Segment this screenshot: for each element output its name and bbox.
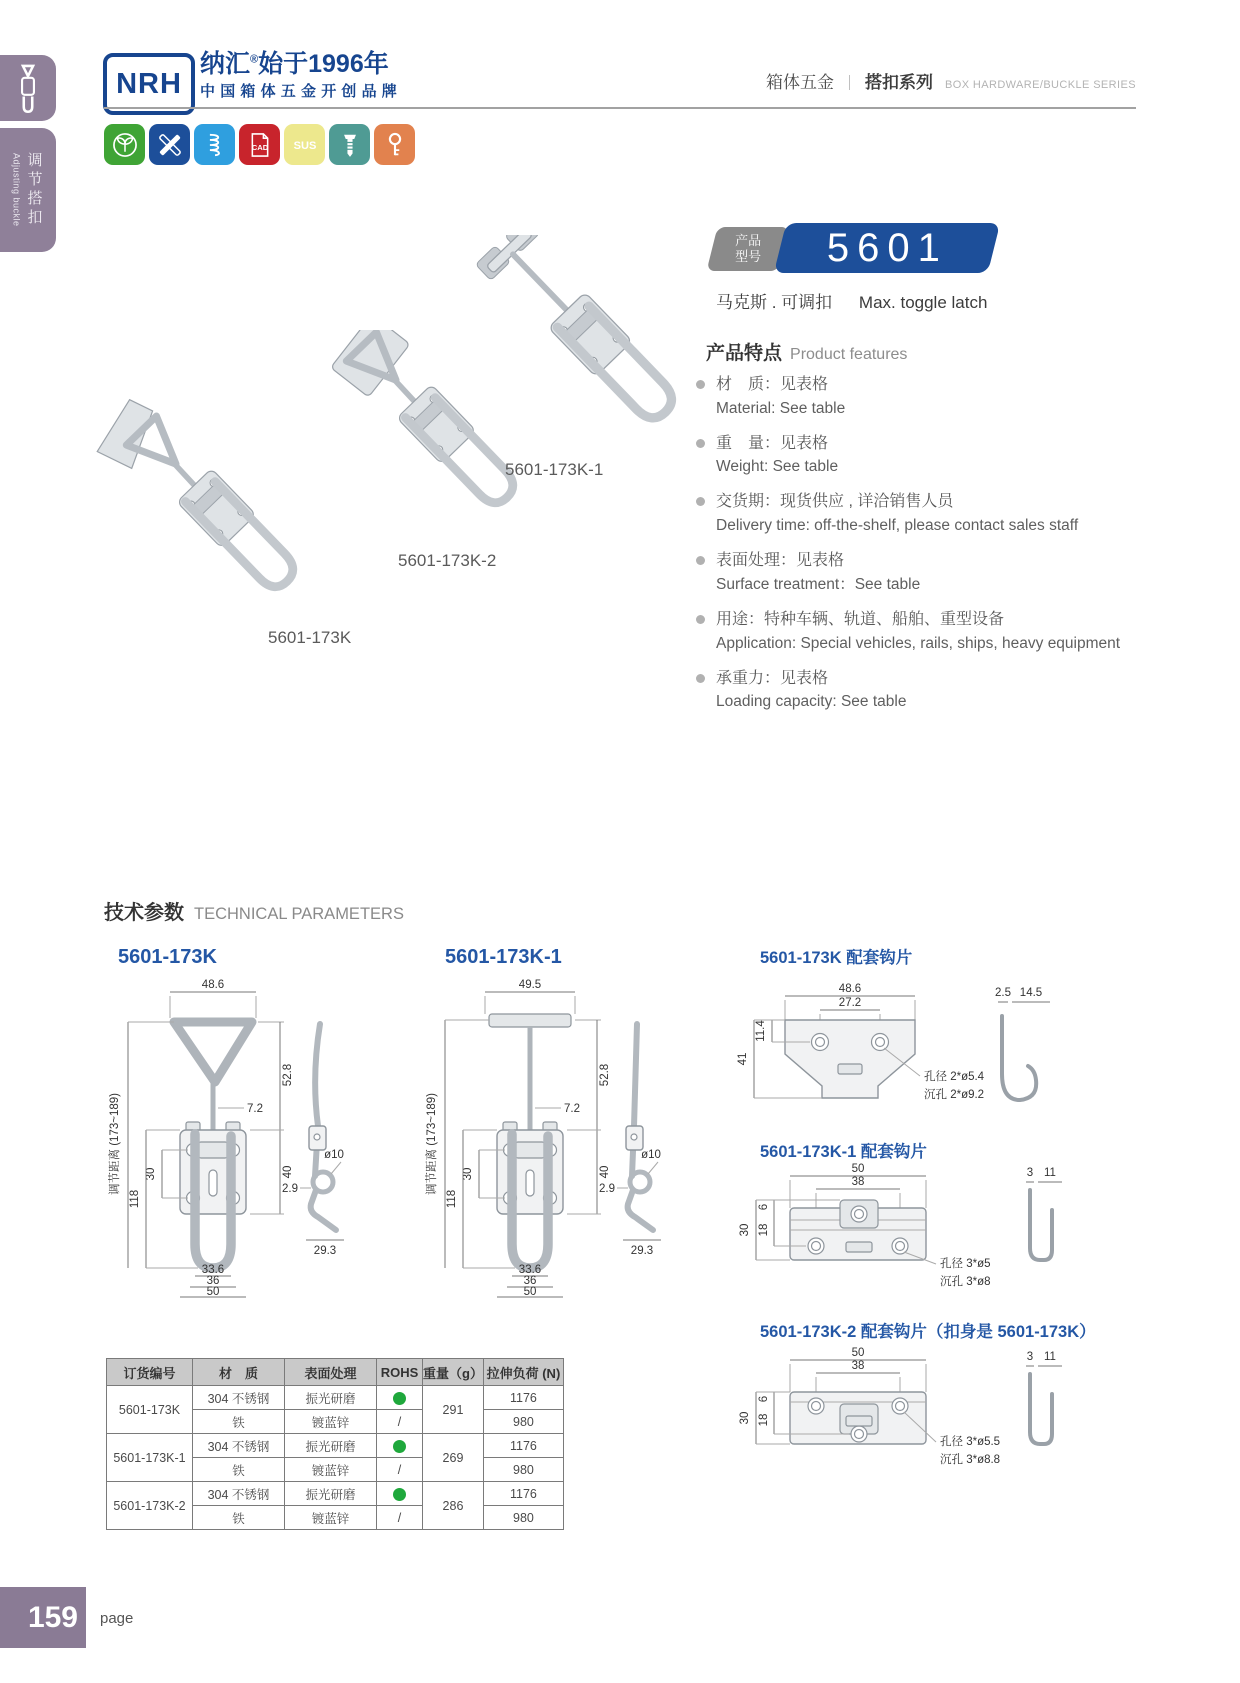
svg-text:36: 36 — [523, 1275, 537, 1287]
svg-text:27.2: 27.2 — [838, 997, 862, 1009]
svg-text:6: 6 — [758, 1203, 770, 1211]
rohs-pass-dot — [393, 1488, 406, 1501]
drawing-5601-173K-1 — [365, 976, 665, 1298]
svg-text:38: 38 — [851, 1176, 865, 1188]
svg-text:29.3: 29.3 — [630, 1245, 654, 1257]
sidebar-label-cn: 调节搭扣 — [25, 152, 43, 228]
svg-text:52.8: 52.8 — [599, 1063, 611, 1087]
table-row: 铁 镀蓝锌 / 980 — [107, 1506, 564, 1530]
page-number: 159 — [27, 1600, 78, 1634]
feature-item: 表面处理：见表格 Surface treatment：See table — [688, 550, 1140, 595]
svg-text:沉孔 3*ø8.8: 沉孔 3*ø8.8 — [940, 1454, 1001, 1466]
svg-text:30: 30 — [739, 1223, 751, 1237]
product-photo-5601-173K — [80, 398, 330, 648]
svg-text:6: 6 — [758, 1395, 770, 1403]
hook-title-173K-2: 5601-173K-2 配套钩片（扣身是 5601-173K） — [760, 1323, 1096, 1341]
feature-item: 重 量：见表格 Weight: See table — [688, 433, 1140, 478]
bullet-dot — [696, 615, 705, 624]
svg-text:30: 30 — [462, 1167, 474, 1181]
sidebar-category-tab — [0, 128, 56, 252]
svg-text:18: 18 — [758, 1413, 770, 1427]
feature-item: 交货期：现货供应 , 详洽销售人员 Delivery time: off-the-shelf, please contact sales staff — [688, 491, 1140, 536]
sus-icon — [284, 124, 325, 165]
drawing-hook-173K — [680, 982, 1110, 1132]
svg-text:孔径 3*ø5: 孔径 3*ø5 — [940, 1258, 991, 1270]
nrh-logo: NRH — [103, 53, 195, 115]
svg-text:33.6: 33.6 — [201, 1264, 225, 1276]
feature-item: 用途：特种车辆、轨道、船舶、重型设备 Application: Special vehicles, rails, ships, heavy equipment — [688, 609, 1140, 654]
feature-item: 承重力：见表格 Loading capacity: See table — [688, 668, 1140, 713]
col-surface: 表面处理 — [285, 1359, 377, 1386]
product-photo-5601-173K-2 — [300, 330, 550, 580]
svg-text:孔径 2*ø5.4: 孔径 2*ø5.4 — [924, 1071, 985, 1083]
bullet-dot — [696, 556, 705, 565]
rohs-icon — [104, 124, 145, 165]
drawing-hook-173K-1 — [678, 1162, 1108, 1297]
trademark-symbol: ® — [250, 53, 259, 66]
series-divider: ｜ — [842, 75, 858, 92]
svg-text:2.9: 2.9 — [282, 1183, 298, 1195]
svg-text:52.8: 52.8 — [282, 1063, 294, 1087]
table-row: 铁 镀蓝锌 / 980 — [107, 1458, 564, 1482]
svg-text:14.5: 14.5 — [1019, 987, 1043, 999]
svg-text:118: 118 — [129, 1189, 141, 1209]
svg-text:49.5: 49.5 — [518, 979, 542, 991]
photo-label-173K-1: 5601-173K-1 — [505, 460, 604, 479]
svg-text:调节距离 (173~189): 调节距离 (173~189) — [426, 1093, 438, 1195]
svg-text:50: 50 — [523, 1286, 537, 1298]
spec-table — [106, 1358, 564, 1530]
svg-text:40: 40 — [282, 1165, 294, 1179]
hook-title-173K-1: 5601-173K-1 配套钩片 — [760, 1143, 927, 1161]
svg-text:2.5: 2.5 — [995, 987, 1011, 999]
rohs-pass-dot — [393, 1440, 406, 1453]
bullet-dot — [696, 439, 705, 448]
brand-block — [200, 50, 402, 100]
page-label: page — [100, 1610, 134, 1627]
svg-text:3: 3 — [1026, 1167, 1034, 1179]
col-rohs: ROHS — [377, 1359, 423, 1386]
col-load: 拉伸负荷 (N) — [483, 1359, 563, 1386]
page-number-badge — [0, 1587, 86, 1648]
drawing-5601-173K — [48, 976, 348, 1298]
bullet-dot — [696, 674, 705, 683]
svg-text:33.6: 33.6 — [518, 1264, 542, 1276]
drawing-title-173K: 5601-173K — [118, 946, 217, 968]
brand-title: 纳汇®始于1996年 — [200, 50, 389, 78]
col-weight: 重量（g） — [423, 1359, 484, 1386]
svg-text:CAD: CAD — [251, 142, 268, 152]
bullet-dot — [696, 380, 705, 389]
svg-text:7.2: 7.2 — [247, 1103, 263, 1115]
svg-text:29.3: 29.3 — [313, 1245, 337, 1257]
bullet-dot — [696, 497, 705, 506]
sidebar-latch-tab — [0, 55, 56, 121]
model-number-banner — [774, 223, 1000, 273]
svg-text:沉孔 2*ø9.2: 沉孔 2*ø9.2 — [924, 1089, 985, 1101]
svg-text:38: 38 — [851, 1360, 865, 1372]
sidebar-label-en: Adjusting buckle — [11, 153, 22, 227]
drawing-title-173K-1: 5601-173K-1 — [445, 946, 562, 968]
subtitle-en: Max. toggle latch — [858, 293, 988, 312]
svg-text:30: 30 — [739, 1411, 751, 1425]
svg-text:50: 50 — [206, 1286, 220, 1298]
svg-text:ø10: ø10 — [641, 1149, 661, 1161]
svg-text:30: 30 — [145, 1167, 157, 1181]
features-list — [688, 374, 1140, 726]
feature-item: 材 质：见表格 Material: See table — [688, 374, 1140, 419]
svg-text:48.6: 48.6 — [201, 979, 225, 991]
svg-text:118: 118 — [446, 1189, 458, 1209]
svg-text:50: 50 — [851, 1163, 865, 1175]
latch-icon — [13, 60, 43, 116]
table-header-row — [107, 1359, 564, 1386]
svg-text:11.4: 11.4 — [755, 1020, 767, 1042]
svg-text:7.2: 7.2 — [564, 1103, 580, 1115]
spring-icon — [194, 124, 235, 165]
svg-text:11: 11 — [1044, 1167, 1056, 1179]
series-header — [766, 68, 1136, 93]
cad-icon — [239, 124, 280, 165]
svg-text:孔径 3*ø5.5: 孔径 3*ø5.5 — [940, 1436, 1001, 1448]
col-order-code: 订货编号 — [107, 1359, 193, 1386]
col-material: 材 质 — [193, 1359, 285, 1386]
svg-text:ø10: ø10 — [324, 1149, 344, 1161]
model-badge: 产品 型号 — [707, 227, 790, 271]
svg-text:40: 40 — [599, 1165, 611, 1179]
svg-text:3: 3 — [1026, 1351, 1034, 1363]
screw-icon — [329, 124, 370, 165]
product-subtitle — [716, 288, 987, 313]
series-category: 箱体五金 — [766, 73, 834, 92]
svg-text:50: 50 — [851, 1347, 865, 1359]
table-row: 铁 镀蓝锌 / 980 — [107, 1410, 564, 1434]
table-row: 5601-173K-1 304 不锈钢 振光研磨 269 1176 — [107, 1434, 564, 1458]
table-row: 5601-173K 304 不锈钢 振光研磨 291 1176 — [107, 1386, 564, 1410]
key-icon — [374, 124, 415, 165]
model-number: 5601 — [826, 225, 948, 270]
series-name-en: BOX HARDWARE/BUCKLE SERIES — [945, 79, 1136, 91]
cert-icons-row — [104, 124, 415, 165]
hook-title-173K: 5601-173K 配套钩片 — [760, 949, 913, 967]
photo-label-173K-2: 5601-173K-2 — [398, 551, 497, 570]
header-divider-line — [104, 107, 1136, 109]
svg-text:11: 11 — [1044, 1351, 1056, 1363]
design-tools-icon — [149, 124, 190, 165]
svg-text:48.6: 48.6 — [838, 983, 862, 995]
drawing-hook-173K-2 — [678, 1342, 1108, 1482]
svg-text:沉孔 3*ø8: 沉孔 3*ø8 — [940, 1276, 991, 1288]
svg-text:2.9: 2.9 — [599, 1183, 615, 1195]
svg-text:SUS: SUS — [293, 139, 316, 152]
rohs-pass-dot — [393, 1392, 406, 1405]
table-row: 5601-173K-2 304 不锈钢 振光研磨 286 1176 — [107, 1482, 564, 1506]
tech-params-heading: 技术参数 TECHNICAL PARAMETERS — [104, 902, 404, 924]
photo-label-173K: 5601-173K — [268, 628, 352, 647]
subtitle-cn: 马克斯 . 可调扣 — [716, 293, 833, 312]
svg-text:41: 41 — [737, 1052, 749, 1066]
features-heading: 产品特点 Product features — [706, 343, 908, 364]
brand-tagline: 中国箱体五金开创品牌 — [200, 82, 403, 100]
svg-text:18: 18 — [758, 1223, 770, 1237]
svg-text:36: 36 — [206, 1275, 220, 1287]
svg-text:调节距离 (173~189): 调节距离 (173~189) — [109, 1093, 121, 1195]
series-name: 搭扣系列 — [865, 73, 934, 92]
